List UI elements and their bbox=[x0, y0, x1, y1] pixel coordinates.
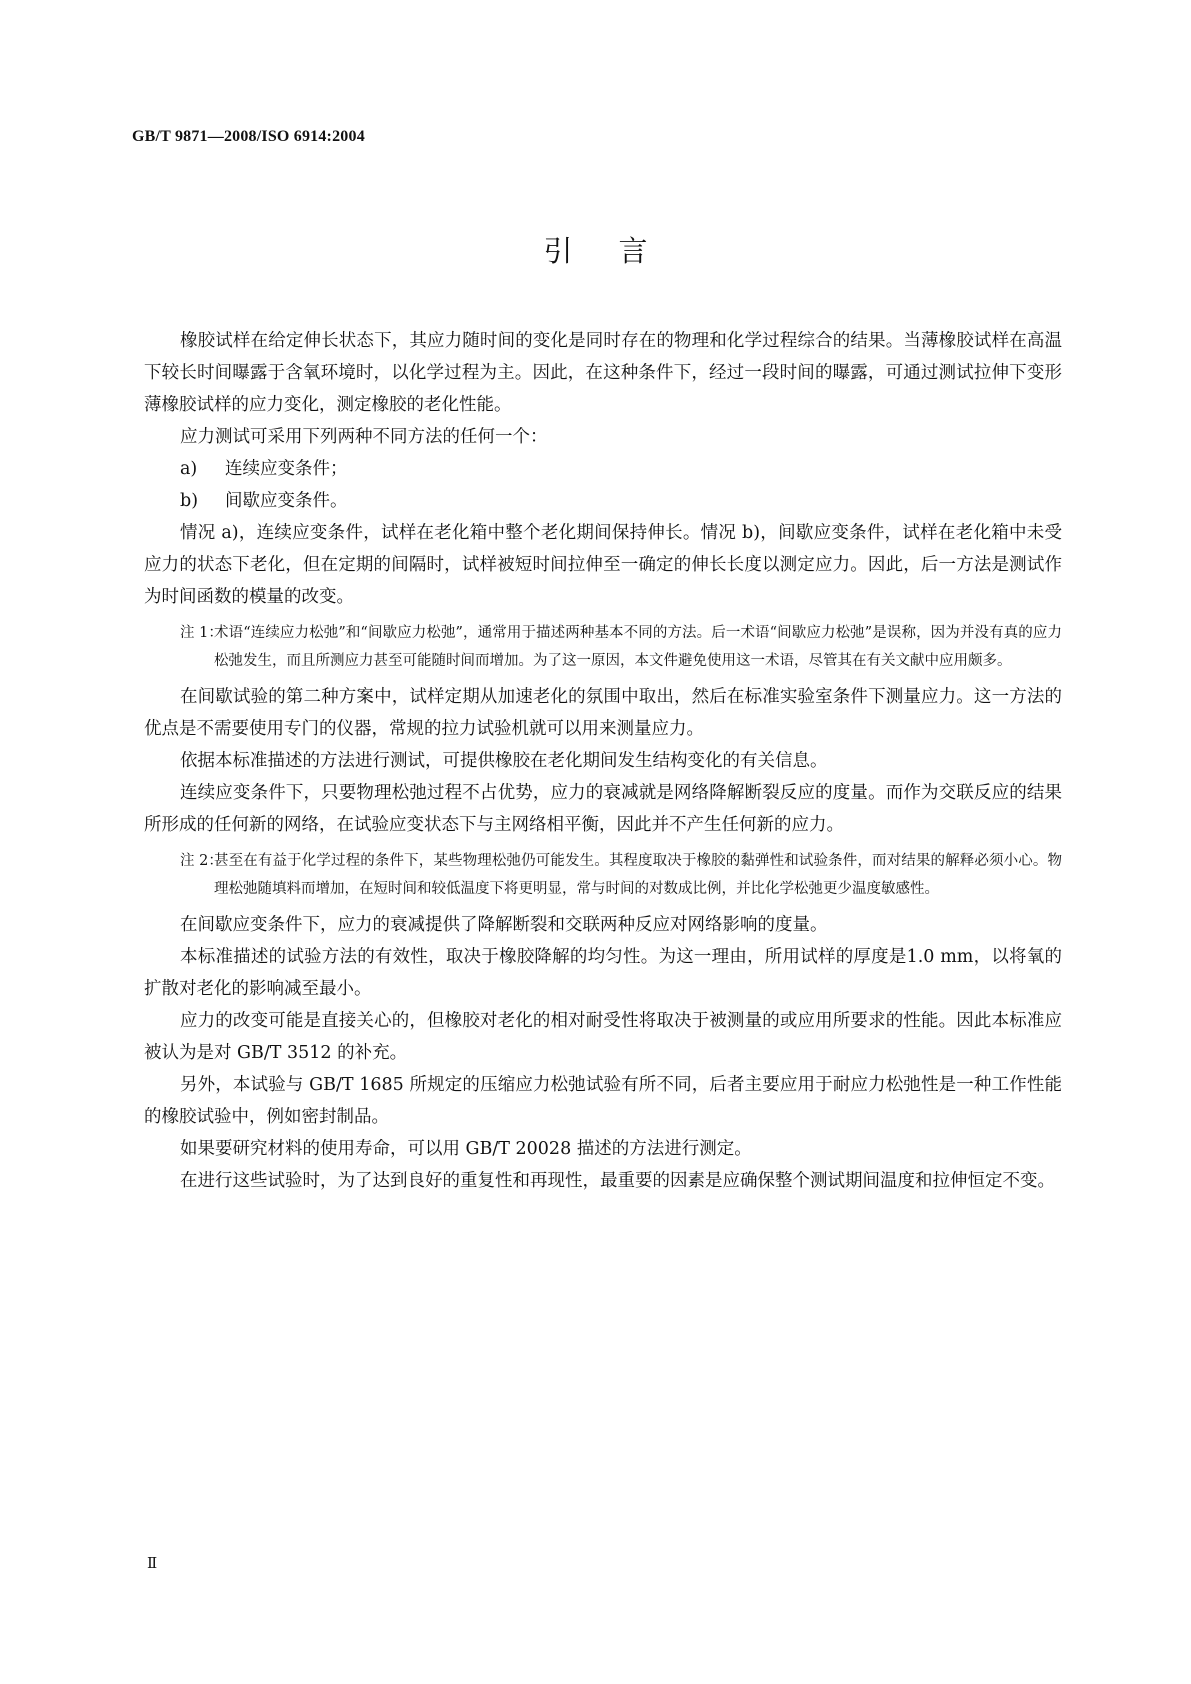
list-item-b-text: 间歇应变条件。 bbox=[225, 491, 348, 511]
list-item-b bbox=[144, 485, 1062, 517]
intro-paragraph-10: 另外，本试验与 GB/T 1685 所规定的压缩应力松弛试验有所不同，后者主要应用于耐应力松弛性是一种工作性能的橡胶试验中，例如密封制品。 bbox=[144, 1075, 1062, 1127]
note-2 bbox=[144, 847, 1062, 903]
intro-paragraph-3: 情况 a)，连续应变条件，试样在老化箱中整个老化期间保持伸长。情况 b)，间歇应变条件，试样在老化箱中未受应力的状态下老化，但在定期的间隔时，试样被短时间拉伸至一确定的伸长长度以测定应力。因此，后一方法是测试作为时间函数的模量的改变。 bbox=[144, 523, 1062, 607]
list-item-a-text: 连续应变条件； bbox=[225, 459, 348, 479]
intro-paragraph-8: 本标准描述的试验方法的有效性，取决于橡胶降解的均匀性。为这一理由，所用试样的厚度是1.0 mm，以将氧的扩散对老化的影响减至最小。 bbox=[144, 947, 1062, 999]
note-2-label: 注 2： bbox=[180, 853, 223, 869]
intro-paragraph-11: 如果要研究材料的使用寿命，可以用 GB/T 20028 描述的方法进行测定。 bbox=[180, 1139, 752, 1159]
page-title: 引言 bbox=[543, 234, 694, 268]
list-item-b-label: b) bbox=[180, 491, 199, 511]
note-1-text: 术语“连续应力松弛”和“间歇应力松弛”，通常用于描述两种基本不同的方法。后一术语“间歇应力松弛”是误称，因为并没有真的应力松弛发生，而且所测应力甚至可能随时间而增加。为了这一原因，本文件避免使用这一术语，尽管其在有关文献中应用颇多。 bbox=[214, 625, 1062, 669]
intro-paragraph-9: 应力的改变可能是直接关心的，但橡胶对老化的相对耐受性将取决于被测量的或应用所要求的性能。因此本标准应被认为是对 GB/T 3512 的补充。 bbox=[144, 1011, 1062, 1063]
list-item-a-label: a) bbox=[180, 459, 198, 479]
intro-paragraph-1: 橡胶试样在给定伸长状态下，其应力随时间的变化是同时存在的物理和化学过程综合的结果。当薄橡胶试样在高温下较长时间曝露于含氧环境时，以化学过程为主。因此，在这种条件下，经过一段时间的曝露，可通过测试拉伸下变形薄橡胶试样的应力变化，测定橡胶的老化性能。 bbox=[144, 331, 1062, 415]
intro-paragraph-5: 依据本标准描述的方法进行测试，可提供橡胶在老化期间发生结构变化的有关信息。 bbox=[180, 751, 828, 771]
document-body bbox=[144, 325, 1062, 1197]
note-2-text: 甚至在有益于化学过程的条件下，某些物理松弛仍可能发生。其程度取决于橡胶的黏弹性和试验条件，而对结果的解释必须小心。物理松弛随填料而增加，在短时间和较低温度下将更明显，常与时间的对数成比例，并比化学松弛更少温度敏感性。 bbox=[214, 853, 1062, 897]
note-1-label: 注 1： bbox=[180, 625, 223, 641]
standard-code-header: GB/T 9871—2008/ISO 6914:2004 bbox=[132, 128, 365, 145]
intro-paragraph-4: 在间歇试验的第二种方案中，试样定期从加速老化的氛围中取出，然后在标准实验室条件下测量应力。这一方法的优点是不需要使用专门的仪器，常规的拉力试验机就可以用来测量应力。 bbox=[144, 687, 1062, 739]
note-1 bbox=[144, 619, 1062, 675]
page-number: Ⅱ bbox=[147, 1556, 158, 1572]
intro-paragraph-12: 在进行这些试验时，为了达到良好的重复性和再现性，最重要的因素是应确保整个测试期间温度和拉伸恒定不变。 bbox=[180, 1171, 1055, 1191]
intro-paragraph-7: 在间歇应变条件下，应力的衰减提供了降解断裂和交联两种反应对网络影响的度量。 bbox=[180, 915, 828, 935]
intro-paragraph-2: 应力测试可采用下列两种不同方法的任何一个： bbox=[180, 427, 548, 447]
list-item-a bbox=[144, 453, 1062, 485]
intro-paragraph-6: 连续应变条件下，只要物理松弛过程不占优势，应力的衰减就是网络降解断裂反应的度量。而作为交联反应的结果所形成的任何新的网络，在试验应变状态下与主网络相平衡，因此并不产生任何新的应力。 bbox=[144, 783, 1062, 835]
